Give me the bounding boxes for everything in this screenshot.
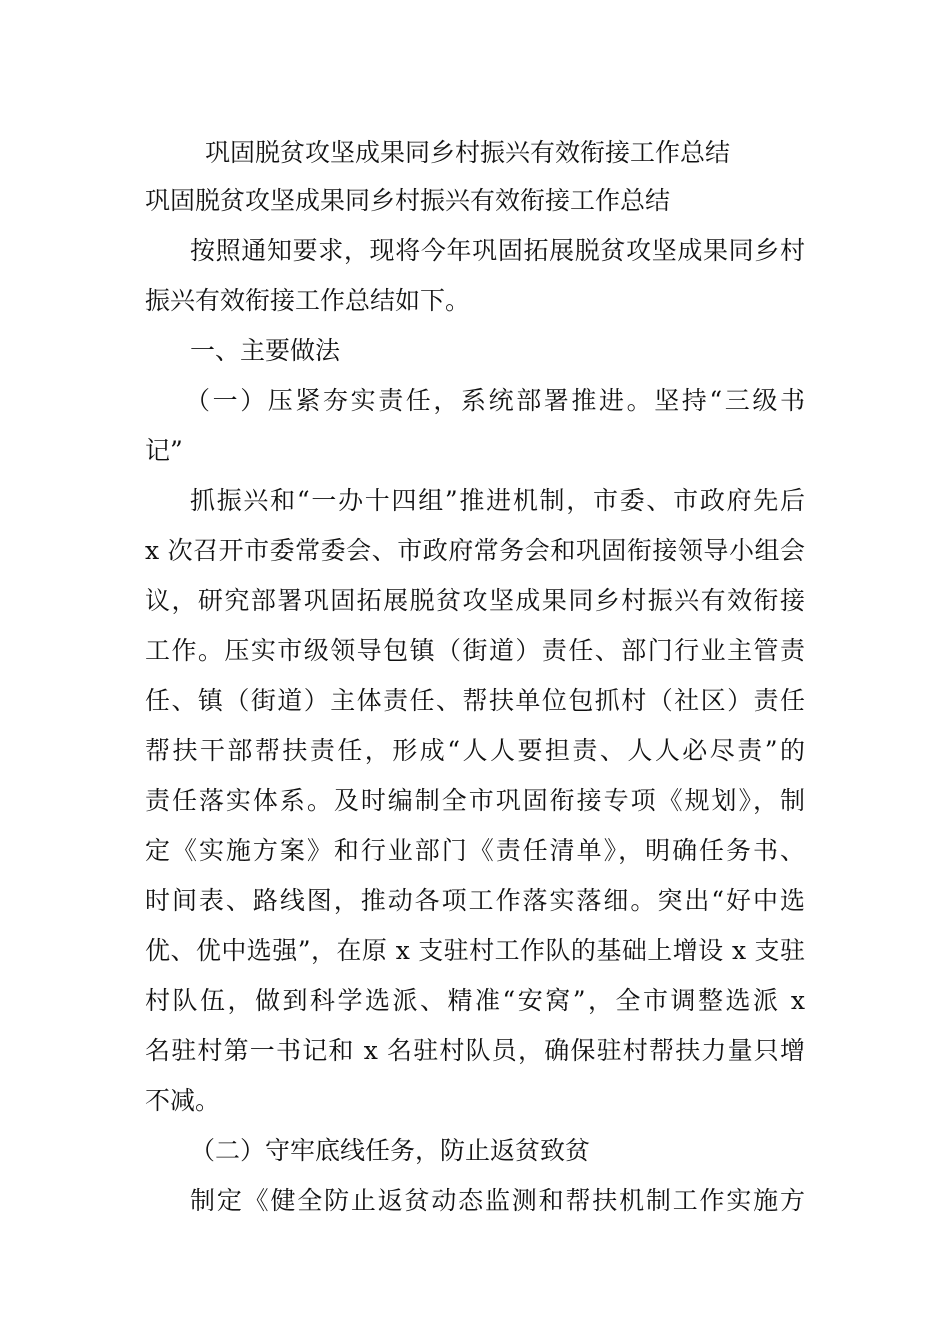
sub-one-line-1: （一）压紧夯实责任，系统部署推进。坚持“三级书: [185, 386, 805, 415]
body-line-10: 优、优中选强”，在原 x 支驻村工作队的基础上增设 x 支驻: [145, 936, 805, 965]
body-line-3: 议，研究部署巩固拓展脱贫攻坚成果同乡村振兴有效衔接: [145, 586, 805, 615]
intro-line-2: 振兴有效衔接工作总结如下。: [145, 286, 471, 315]
sub-one-line-2: 记”: [145, 436, 183, 465]
body-line-2: x 次召开市委常委会、市政府常务会和巩固衔接领导小组会: [145, 536, 805, 565]
intro-line-1: 按照通知要求，现将今年巩固拓展脱贫攻坚成果同乡村: [190, 236, 805, 265]
body-line-5: 任、镇（街道）主体责任、帮扶单位包抓村（社区）责任: [145, 686, 805, 715]
body-line-12: 名驻村第一书记和 x 名驻村队员，确保驻村帮扶力量只增: [145, 1036, 805, 1065]
body-line-4: 工作。压实市级领导包镇（街道）责任、部门行业主管责: [145, 636, 805, 665]
last-line: 制定《健全防止返贫动态监测和帮扶机制工作实施方: [190, 1186, 805, 1215]
body-line-6: 帮扶干部帮扶责任，形成“人人要担责、人人必尽责”的: [145, 736, 805, 765]
body-line-11: 村队伍，做到科学选派、精准“安窝”，全市调整选派 x: [145, 986, 805, 1015]
document-subtitle: 巩固脱贫攻坚成果同乡村振兴有效衔接工作总结: [145, 186, 671, 215]
body-line-8: 定《实施方案》和行业部门《责任清单》，明确任务书、: [145, 836, 805, 865]
section-one-heading: 一、主要做法: [190, 336, 341, 365]
body-line-9: 时间表、路线图，推动各项工作落实落细。突出“好中选: [145, 886, 805, 915]
sub-two-heading: （二）守牢底线任务，防止返贫致贫: [190, 1136, 591, 1165]
body-line-1: 抓振兴和“一办十四组”推进机制，市委、市政府先后: [190, 486, 805, 515]
document-title: 巩固脱贫攻坚成果同乡村振兴有效衔接工作总结: [205, 138, 731, 167]
body-line-13: 不减。: [145, 1086, 221, 1115]
body-line-7: 责任落实体系。及时编制全市巩固衔接专项《规划》，制: [145, 786, 805, 815]
